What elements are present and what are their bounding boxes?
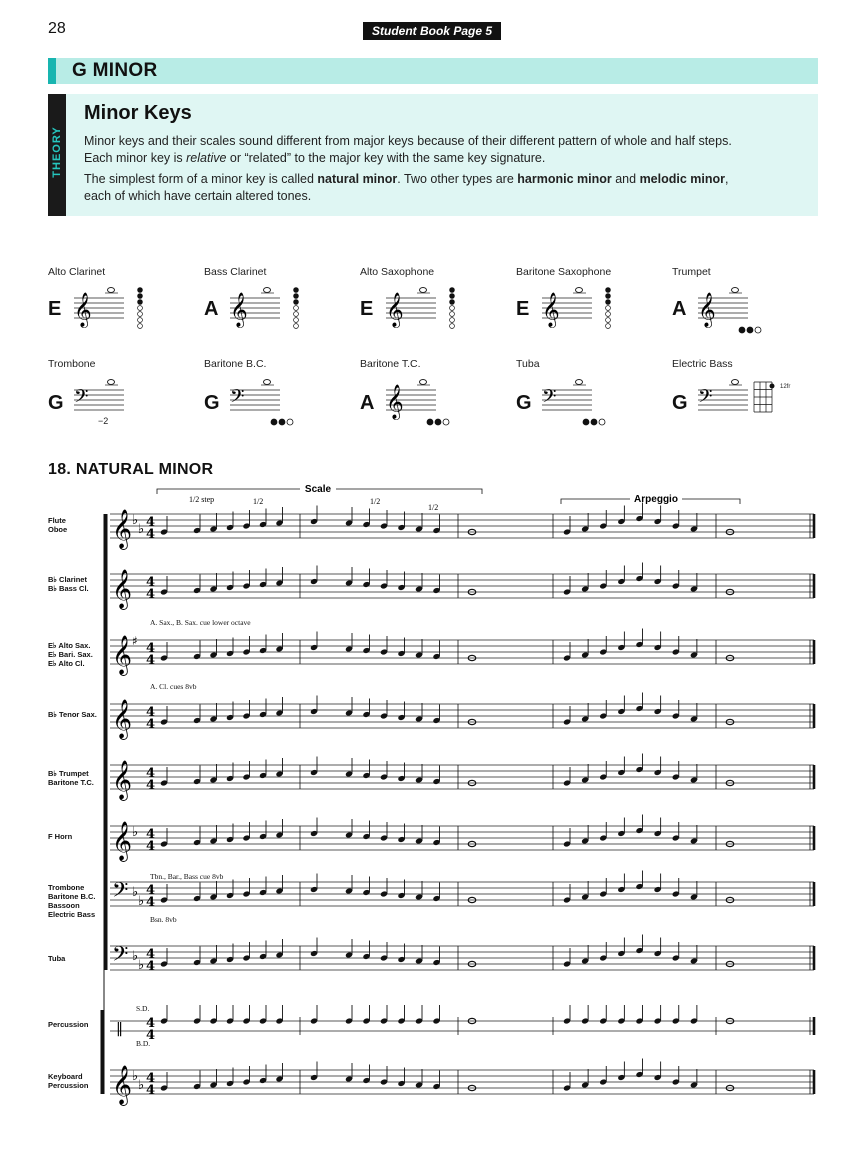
whole-note [108,288,115,293]
time-signature-top: 4 [146,947,156,962]
time-signature-top: 4 [146,766,156,781]
fingering-key [294,288,299,293]
flat-sign: ♭ [132,949,139,964]
fingering-key [606,288,611,293]
fingering-alto-saxophone [386,288,454,329]
page-number: 28 [48,20,66,37]
fingering-key [450,318,455,323]
fingering-key [138,312,143,317]
bass-drum-label: B.D. [136,1039,151,1048]
staff-3 [110,693,814,740]
whole-note [264,380,271,385]
fingering-trumpet [698,288,761,334]
part-label-tuba: Tuba [48,954,66,963]
whole-note [420,380,427,385]
treble-clef: 𝄞 [74,292,92,328]
theory-tab-label: THEORY [51,126,63,178]
bass-clef: 𝄢 [112,878,129,909]
part-label-alto-sax: E♭ Alto Sax. E♭ Bari. Sax. E♭ Alto Cl. [48,641,93,668]
staff-4 [110,754,814,801]
staff-9 [110,1059,814,1106]
half-step-mark: 1/2 [428,503,439,512]
part-label-trombone: Trombone Baritone B.C. Bassoon Electric Bass [48,883,96,919]
valve [599,419,605,425]
fingering-key [606,294,611,299]
time-signature-top: 4 [146,515,156,530]
theory-line-1: Minor keys and their scales sound different from major keys because of their different pattern of whole and half steps. [84,134,732,148]
staff-0 [110,503,814,550]
time-signature-top: 4 [146,1071,156,1086]
note-letter: A [204,298,219,320]
treble-clef: 𝄞 [112,1064,133,1105]
part-label-tenor-sax: B♭ Tenor Sax. [48,710,97,719]
time-signature-top: 4 [146,827,156,842]
theory-line-3: The simplest form of a minor key is called natural minor. Two other types are harmonic minor and melodic minor, [84,172,729,186]
half-step-mark: 1/2 [370,497,381,506]
instrument-name: Bass Clarinet [204,266,267,278]
flat-sign: ♭ [132,513,139,528]
time-signature-bottom: 4 [146,527,156,542]
valve [739,327,745,333]
fingering-baritone-b-c- [230,380,293,426]
whole-note [732,380,739,385]
treble-clef: 𝄞 [230,292,248,328]
half-step-mark: 1/2 [253,497,264,506]
flat-sign: ♭ [132,1069,139,1084]
fingering-key [138,288,143,293]
staff-6 [110,871,814,911]
scale-label: Scale [304,484,332,495]
treble-clef: 𝄞 [386,292,404,328]
snare-drum-label: S.D. [136,1004,150,1013]
score-system [102,503,814,1106]
time-signature-bottom: 4 [146,895,156,910]
fingering-key [294,300,299,305]
fingering-tuba [542,380,605,426]
part-label-trumpet: B♭ Trumpet Baritone T.C. [48,769,94,787]
note-letter: E [360,298,374,320]
theory-title: Minor Keys [84,102,192,124]
fingering-baritone-t-c- [386,380,449,426]
valve [287,419,293,425]
note-letter: A [672,298,687,320]
fingering-key [138,318,143,323]
valve [279,419,285,425]
trombone-position: −2 [98,416,109,426]
note-letter: G [672,392,688,414]
bass-clef: 𝄢 [112,942,129,973]
part-label-percussion: Percussion [48,1020,89,1029]
flat-sign: ♭ [138,522,145,537]
instrument-name: Electric Bass [672,358,733,370]
flat-sign: ♭ [132,885,139,900]
instrument-name: Alto Clarinet [48,266,106,278]
instrument-name: Baritone T.C. [360,358,421,370]
note-letter: G [48,392,64,414]
treble-clef: 𝄞 [112,634,133,675]
valve [435,419,441,425]
whole-note [576,288,583,293]
fingering-key [450,306,455,311]
sharp-sign: ♯ [132,634,138,648]
cue-note-trombone: Tbn., Bar., Bass cue 8vb [150,872,224,881]
whole-note [576,380,583,385]
valve [747,327,753,333]
instrument-name: Trumpet [672,266,711,278]
cue-note-sax: A. Sax., B. Sax. cue lower octave [150,618,251,627]
whole-note [108,380,115,385]
valve [755,327,761,333]
fingering-key [294,294,299,299]
time-signature-bottom: 4 [146,959,156,974]
treble-clef: 𝄞 [112,698,133,739]
note-letter: E [48,298,62,320]
treble-clef: 𝄞 [542,292,560,328]
bass-fret-marker: 12fr [780,384,791,390]
note-letter: G [204,392,220,414]
fingering-key [606,318,611,323]
valve [271,419,277,425]
bass-clef: 𝄢 [698,386,713,412]
note-letter: A [360,392,375,414]
fret-dot [770,384,775,389]
valve [427,419,433,425]
fingering-electric-bass [698,380,775,413]
flat-sign: ♭ [138,958,145,973]
time-signature-bottom: 4 [146,1028,156,1043]
whole-note [732,288,739,293]
treble-clef: 𝄞 [386,384,404,420]
fingering-key [450,324,455,329]
fingering-key [450,312,455,317]
whole-note [420,288,427,293]
fingering-key [138,324,143,329]
fingering-staves [74,288,775,426]
staff-7 [110,935,814,975]
fingering-alto-clarinet [74,288,142,329]
time-signature-bottom: 4 [146,587,156,602]
fingering-key [294,324,299,329]
treble-clef: 𝄞 [112,759,133,800]
time-signature-bottom: 4 [146,717,156,732]
fingering-key [450,294,455,299]
half-step-mark: 1/2 step [189,495,215,504]
fingering-key [294,306,299,311]
part-label-clarinet: B♭ Clarinet B♭ Bass Cl. [48,575,89,593]
time-signature-bottom: 4 [146,653,156,668]
flat-sign: ♭ [138,894,145,909]
fingering-key [606,300,611,305]
student-book-reference: Student Book Page 5 [363,22,501,40]
time-signature-bottom: 4 [146,1083,156,1098]
note-letter: E [516,298,530,320]
time-signature-bottom: 4 [146,778,156,793]
instrument-name: Tuba [516,358,540,370]
treble-clef: 𝄞 [698,292,716,328]
time-signature-bottom: 4 [146,839,156,854]
fingering-baritone-saxophone [542,288,610,329]
valve [443,419,449,425]
treble-clef: 𝄞 [112,508,133,549]
arpeggio-label: Arpeggio [634,494,678,505]
fingering-key [138,300,143,305]
fingering-key [450,300,455,305]
bass-clef: 𝄢 [230,386,245,412]
fingering-bass-clarinet [230,288,298,329]
part-label-horn: F Horn [48,832,73,841]
valve [583,419,589,425]
exercise-title: 18. NATURAL MINOR [48,461,214,478]
time-signature-top: 4 [146,705,156,720]
staff-8 [110,1005,814,1043]
fingering-key [606,324,611,329]
flat-sign: ♭ [132,825,139,840]
instrument-name: Baritone Saxophone [516,266,612,278]
fingering-key [138,306,143,311]
time-signature-top: 4 [146,575,156,590]
treble-clef: 𝄞 [112,568,133,609]
fingering-key [606,312,611,317]
staff-1 [110,563,814,610]
key-title: G MINOR [72,60,158,81]
valve [591,419,597,425]
whole-note [264,288,271,293]
staff-5 [110,815,814,862]
percussion-clef: ‖ [116,1021,123,1037]
fingering-key [138,294,143,299]
instrument-name: Trombone [48,358,96,370]
flat-sign: ♭ [138,1078,145,1093]
fingering-trombone [74,380,124,413]
time-signature-top: 4 [146,641,156,656]
fingering-key [606,306,611,311]
bass-clef: 𝄢 [74,386,89,412]
cue-note-alto-clarinet: A. Cl. cues 8vb [150,682,197,691]
theory-line-4: each of which have certain altered tones. [84,189,312,203]
bass-clef: 𝄢 [542,386,557,412]
part-label-flute-oboe: Flute Oboe [48,516,68,534]
instrument-name: Alto Saxophone [360,266,435,278]
cue-note-bassoon: Bsn. 8vb [150,915,177,924]
fingering-key [294,312,299,317]
theory-line-2: Each minor key is relative or “related” to the major key with the same key signature. [84,151,546,165]
fingering-key [450,288,455,293]
instrument-name: Baritone B.C. [204,358,267,370]
treble-clef: 𝄞 [112,820,133,861]
time-signature-top: 4 [146,883,156,898]
staff-2 [110,629,814,676]
time-signature-top: 4 [146,1016,156,1031]
part-label-keyboard-percussion: Keyboard Percussion [48,1072,89,1090]
fingering-key [294,318,299,323]
note-letter: G [516,392,532,414]
